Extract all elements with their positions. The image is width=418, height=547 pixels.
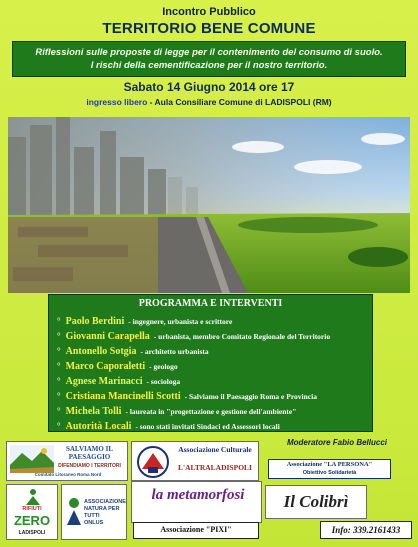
venue-text: - Aula Consiliare Comune di LADISPOLI (RM) xyxy=(147,97,332,107)
natura-line-2: NATURA PER TUTTI xyxy=(84,506,120,519)
bullet-marker: ° xyxy=(57,331,61,341)
metamorfosi-logo xyxy=(131,481,262,523)
speaker-role: - urbanista, membro Comitato Regionale del Territorio xyxy=(153,332,331,341)
speaker-item xyxy=(57,417,369,432)
speaker-name: Antonello Sotgia xyxy=(65,346,137,357)
la-persona-logo xyxy=(268,459,391,479)
info-phone: Info: 339.2161433 xyxy=(320,521,412,539)
entry-note: ingresso libero xyxy=(86,97,148,107)
speaker-role: - Salviamo il Paesaggio Roma e Provincia xyxy=(184,392,317,401)
natura-per-tutti-logo xyxy=(61,484,127,540)
bullet-marker: ° xyxy=(57,406,61,416)
speaker-name: Marco Caporaletti xyxy=(65,361,146,372)
landscape-icon xyxy=(10,445,54,473)
event-venue xyxy=(0,97,418,107)
natura-line-3: ONLUS xyxy=(84,520,104,526)
metamorfosi-text: la metamorfosi xyxy=(151,487,245,503)
altraladispoli-type: Associazione Culturale xyxy=(178,445,252,454)
bullet-marker: ° xyxy=(57,316,61,326)
moderator-label: Moderatore Fabio Bellucci xyxy=(286,438,388,447)
event-title: TERRITORIO BENE COMUNE xyxy=(102,20,316,37)
speaker-name: Michela Tolli xyxy=(65,406,122,417)
rifiuti-city: LADISPOLI xyxy=(18,530,46,536)
speaker-role: - geologo xyxy=(149,362,178,371)
program-title: PROGRAMMA E INTERVENTI xyxy=(138,298,283,309)
pixi-logo xyxy=(133,522,259,539)
speaker-list xyxy=(57,312,369,432)
speaker-item xyxy=(57,342,369,357)
speaker-item xyxy=(57,327,369,342)
salviamo-line-1: SALVIAMO IL xyxy=(65,445,113,453)
speaker-name: Agnese Marinacci xyxy=(65,376,143,387)
speaker-item xyxy=(57,357,369,372)
recycle-person-icon xyxy=(22,488,44,506)
bullet-marker: ° xyxy=(57,346,61,356)
pixi-text: Associazione "PIXI" xyxy=(160,525,232,534)
subtitle-panel xyxy=(12,41,406,77)
event-date: Sabato 14 Giugno 2014 ore 17 xyxy=(123,80,295,94)
speaker-name: Cristiana Mancinelli Scotti xyxy=(65,391,181,402)
speaker-item xyxy=(57,312,369,327)
speaker-role: - sono stati invitati Sindaci ed Assessori locali xyxy=(135,422,280,431)
salviamo-name xyxy=(52,445,127,461)
speaker-role: - sociologa xyxy=(146,377,181,386)
salviamo-line-2: PAESAGGIO xyxy=(68,453,111,461)
event-type-label: Incontro Pubblico xyxy=(162,6,256,18)
altraladispoli-name: L'ALTRALADISPOLI xyxy=(178,463,252,472)
speaker-name: Autorità Locali xyxy=(65,421,132,432)
landscape-photo xyxy=(8,117,410,293)
speaker-item xyxy=(57,372,369,387)
bullet-marker: ° xyxy=(57,361,61,371)
speaker-role: - ingegnere, urbanista e scrittore xyxy=(128,317,233,326)
natura-line-1: ASSOCIAZIONE xyxy=(84,499,126,505)
colibri-text: Il Colibrì xyxy=(283,492,349,511)
bullet-marker: ° xyxy=(57,421,61,431)
bullet-marker: ° xyxy=(57,376,61,386)
speaker-name: Giovanni Carapella xyxy=(65,331,150,342)
salviamo-committee: Comitato Litoraneo Roma Nord xyxy=(34,472,102,477)
altraladispoli-emblem-icon xyxy=(136,445,170,479)
speaker-role: - laureata in "progettazione e gestione dell'ambiente" xyxy=(125,407,297,416)
speaker-name: Paolo Berdini xyxy=(65,316,125,327)
accessibility-icon xyxy=(64,497,84,527)
altraladispoli-logo xyxy=(131,441,259,481)
rifiuti-zero-logo xyxy=(6,484,58,540)
subtitle-line-2: I rischi della cementificazione per il nostro territorio. xyxy=(90,60,328,71)
program-panel xyxy=(48,294,373,432)
natura-text xyxy=(84,499,127,527)
speaker-role: - architetto urbanista xyxy=(140,347,209,356)
la-persona-name: Associazione "LA PERSONA" xyxy=(286,461,373,468)
rifiuti-word: RIFIUTI xyxy=(22,506,42,512)
speaker-item xyxy=(57,402,369,417)
speaker-item xyxy=(57,387,369,402)
zero-word: ZERO xyxy=(13,513,51,528)
colibri-logo xyxy=(265,485,367,519)
salviamo-paesaggio-logo xyxy=(6,441,128,481)
bullet-marker: ° xyxy=(57,391,61,401)
la-persona-tagline: Obiettivo Solidarietà xyxy=(302,470,357,476)
salviamo-tagline: DIFENDIAMO I TERRITORI xyxy=(58,463,121,469)
subtitle-line-1: Riflessioni sulle proposte di legge per il contenimento del consumo di suolo. xyxy=(35,47,383,58)
